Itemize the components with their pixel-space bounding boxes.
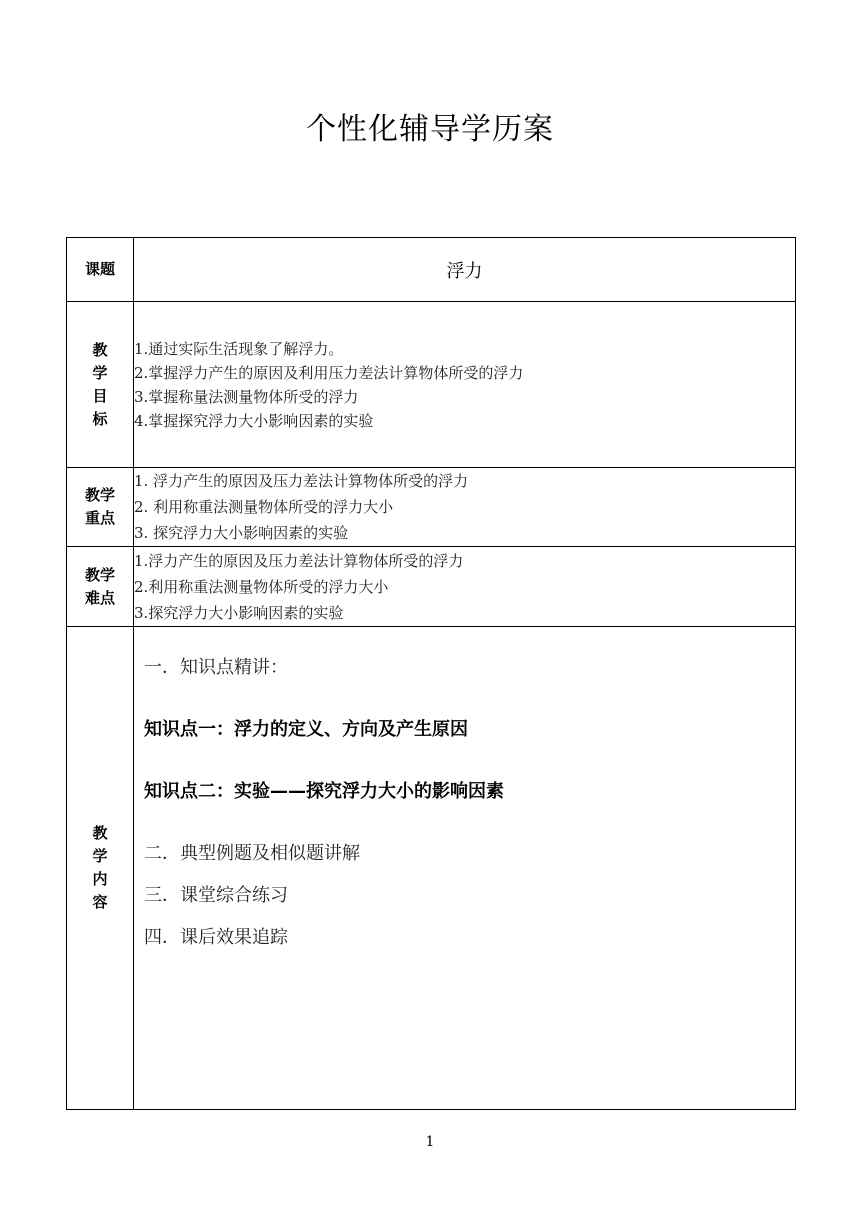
key-point-item: 2. 利用称重法测量物体所受的浮力大小 — [134, 498, 394, 516]
row-difficulties — [67, 547, 796, 627]
goal-item: 3.掌握称量法测量物体所受的浮力 — [134, 387, 359, 406]
key-point-item: 3. 探究浮力大小影响因素的实验 — [134, 524, 349, 542]
difficulty-item: 3.探究浮力大小影响因素的实验 — [134, 603, 344, 622]
section-follow-up: 四．课后效果追踪 — [144, 927, 288, 948]
key-points-list — [134, 468, 796, 547]
difficulty-item: 2.利用称重法测量物体所受的浮力大小 — [134, 577, 389, 596]
goal-item: 4.掌握探究浮力大小影响因素的实验 — [134, 411, 374, 430]
content-body — [134, 627, 796, 1110]
section-exercises: 三．课堂综合练习 — [144, 885, 288, 906]
goals-list — [134, 302, 796, 468]
knowledge-point-2: 知识点二：实验——探究浮力大小的影响因素 — [144, 781, 504, 802]
content-label: 教 学 内 容 — [67, 627, 134, 1110]
topic-value: 浮力 — [134, 238, 796, 302]
difficulties-label: 教学 难点 — [67, 547, 134, 627]
key-points-label: 教学 重点 — [67, 468, 134, 547]
row-content — [67, 627, 796, 1110]
lesson-plan-table — [66, 237, 796, 1110]
goal-item: 2.掌握浮力产生的原因及利用压力差法计算物体所受的浮力 — [134, 363, 524, 382]
section-knowledge-points: 一．知识点精讲： — [144, 657, 288, 678]
key-point-item: 1. 浮力产生的原因及压力差法计算物体所受的浮力 — [134, 472, 469, 490]
difficulty-item: 1.浮力产生的原因及压力差法计算物体所受的浮力 — [134, 551, 464, 570]
goal-item: 1.通过实际生活现象了解浮力。 — [134, 339, 344, 358]
row-topic — [67, 238, 796, 302]
row-goals — [67, 302, 796, 468]
goals-label: 教 学 目 标 — [67, 302, 134, 468]
topic-label: 课题 — [67, 238, 134, 302]
page-number: 1 — [425, 1134, 435, 1150]
section-examples: 二．典型例题及相似题讲解 — [144, 843, 360, 864]
knowledge-point-1: 知识点一：浮力的定义、方向及产生原因 — [144, 719, 468, 740]
page-title: 个性化辅导学历案 — [306, 112, 554, 147]
row-key-points — [67, 468, 796, 547]
difficulties-list — [134, 547, 796, 627]
